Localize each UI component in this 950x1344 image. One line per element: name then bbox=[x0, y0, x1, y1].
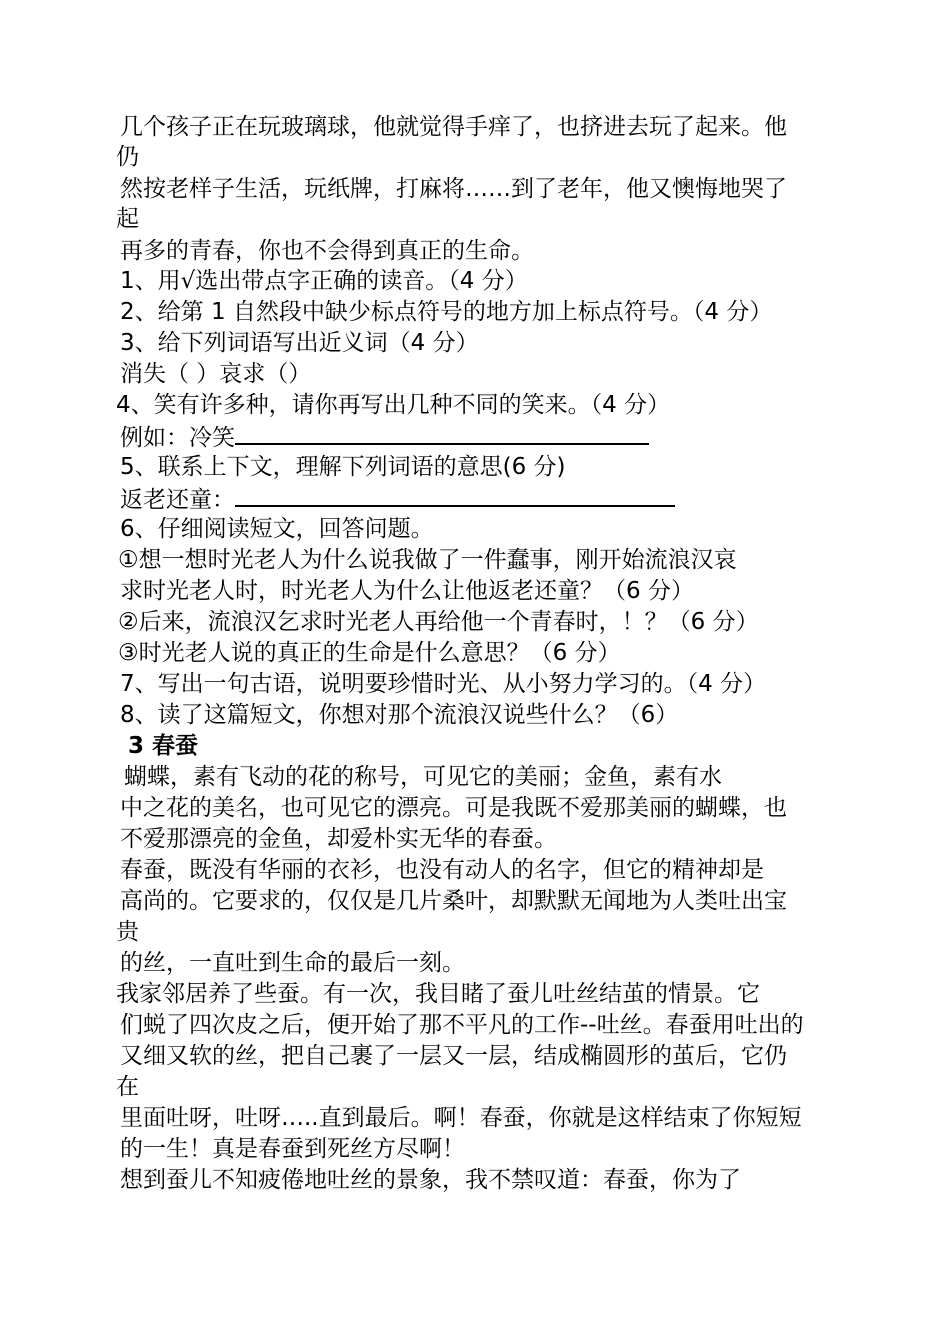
text-line: 们蜕了四次皮之后，便开始了那不平凡的工作--吐丝。春蚕用吐出的 bbox=[120, 1012, 804, 1038]
question-4: 4、笑有许多种，请你再写出几种不同的笑来。（4 分） bbox=[116, 392, 671, 418]
question-7: 7、写出一句古语，说明要珍惜时光、从小努力学习的。（4 分） bbox=[120, 671, 767, 697]
text-line: 再多的青春，你也不会得到真正的生命。 bbox=[120, 238, 534, 264]
text-line: 春蚕，既没有华丽的衣衫，也没有动人的名字，但它的精神却是 bbox=[120, 857, 764, 883]
subquestion-3: ③时光老人说的真正的生命是什么意思？（6 分） bbox=[118, 640, 621, 666]
question-6: 6、仔细阅读短文，回答问题。 bbox=[120, 516, 434, 542]
answer-blank[interactable] bbox=[235, 421, 649, 445]
definition-line bbox=[120, 483, 675, 513]
question-3: 3、给下列词语写出近义词（4 分） bbox=[120, 330, 479, 356]
text-line: 仍 bbox=[116, 144, 139, 170]
text-line: 中之花的美名，也可见它的漂亮。可是我既不爱那美丽的蝴蝶，也 bbox=[120, 795, 787, 821]
text-line: 不爱那漂亮的金鱼，却爱朴实无华的春蚕。 bbox=[120, 826, 557, 852]
subquestion-1: ①想一想时光老人为什么说我做了一件蠢事，刚开始流浪汉哀 bbox=[118, 547, 737, 573]
example-label: 例如：冷笑 bbox=[120, 425, 235, 451]
text-line: 起 bbox=[116, 206, 139, 232]
subquestion-2: ②后来，流浪汉乞求时光老人再给他一个青春时，！？（6 分） bbox=[118, 609, 759, 635]
text-line: 我家邻居养了些蚕。有一次，我目睹了蚕儿吐丝结茧的情景。它 bbox=[116, 981, 760, 1007]
text-line: 几个孩子正在玩玻璃球，他就觉得手痒了，也挤进去玩了起来。他 bbox=[120, 114, 787, 140]
example-line bbox=[120, 421, 649, 451]
text-line: 的丝，一直吐到生命的最后一刻。 bbox=[120, 950, 465, 976]
text-line: 里面吐呀，吐呀…..直到最后。啊！春蚕，你就是这样结束了你短短 bbox=[120, 1105, 802, 1131]
text-line: 蝴蝶，素有飞动的花的称号，可见它的美丽；金鱼，素有水 bbox=[124, 764, 722, 790]
text-line: 高尚的。它要求的，仅仅是几片桑叶，却默默无闻地为人类吐出宝 bbox=[120, 888, 787, 914]
text-line: 又细又软的丝，把自己裹了一层又一层，结成椭圆形的茧后，它仍 bbox=[120, 1043, 787, 1069]
question-8: 8、读了这篇短文，你想对那个流浪汉说些什么？（6） bbox=[120, 702, 679, 728]
text-line: 想到蚕儿不知疲倦地吐丝的景象，我不禁叹道：春蚕，你为了 bbox=[120, 1167, 741, 1193]
text-line: 然按老样子生活，玩纸牌，打麻将……到了老年，他又懊悔地哭了 bbox=[120, 176, 787, 202]
answer-blank[interactable] bbox=[235, 483, 675, 507]
question-1: 1、用√选出带点字正确的读音。（4 分） bbox=[120, 268, 528, 294]
text-line: 在 bbox=[116, 1074, 139, 1100]
synonym-blanks: 消失（ ）哀求（） bbox=[120, 361, 312, 387]
question-5: 5、联系上下文，理解下列词语的意思(6 分) bbox=[120, 454, 566, 480]
definition-label: 返老还童： bbox=[120, 487, 235, 513]
question-2: 2、给第 1 自然段中缺少标点符号的地方加上标点符号。（4 分） bbox=[120, 299, 773, 325]
subquestion-1-cont: 求时光老人时，时光老人为什么让他返老还童？（6 分） bbox=[120, 578, 694, 604]
text-line: 的一生！真是春蚕到死丝方尽啊！ bbox=[120, 1136, 465, 1162]
text-line: 贵 bbox=[116, 919, 139, 945]
section-title: 3 春蚕 bbox=[128, 733, 199, 759]
